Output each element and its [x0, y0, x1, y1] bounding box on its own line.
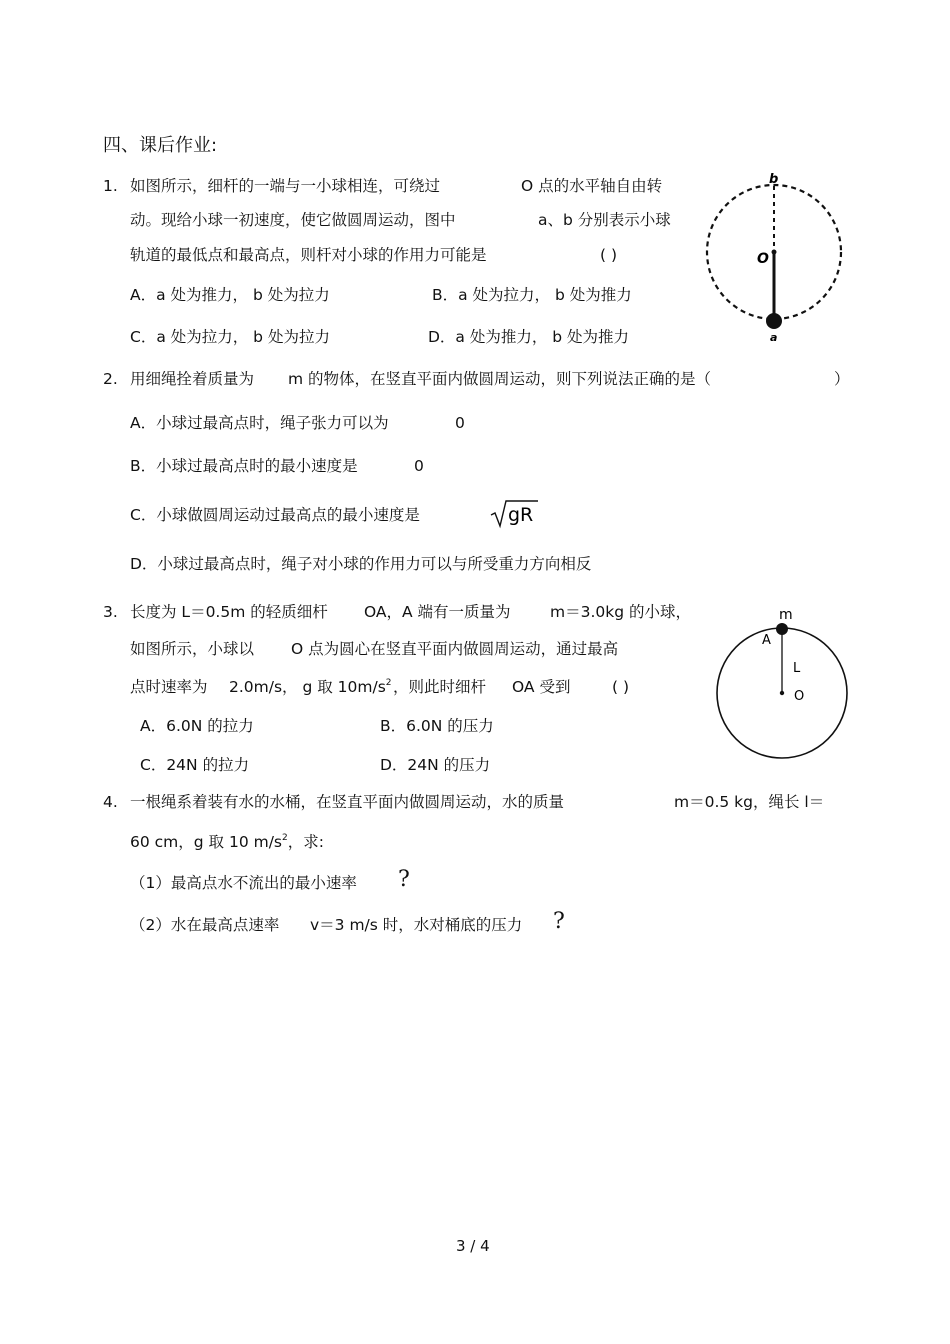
q2-option-b-value: 0 — [414, 457, 424, 475]
q3-line2-part1: 如图所示，小球以 — [130, 640, 255, 658]
q2-option-c: C．小球做圆周运动过最高点的最小速度是 — [130, 506, 420, 524]
q1-number: 1. — [103, 177, 118, 195]
q1-line2-part1: 动。现给小球一初速度，使它做圆周运动，图中 — [130, 211, 456, 229]
q1-line3: 轨道的最低点和最高点，则杆对小球的作用力可能是 — [130, 246, 487, 264]
q2-stem-part2: m 的物体，在竖直平面内做圆周运动，则下列说法正确的是（ — [288, 370, 712, 388]
q3-option-d: D．24N 的压力 — [380, 756, 491, 774]
q3-ball — [776, 623, 788, 635]
q4-sub-question-2-part2: v＝3 m/s 时，水对桶底的压力 — [310, 916, 523, 934]
q3-answer-paren: ( ) — [612, 678, 630, 696]
q1-line1-part2: O 点的水平轴自由转 — [521, 177, 663, 195]
q3-option-b: B．6.0N 的压力 — [380, 717, 494, 735]
q2-stem-close-paren: ） — [834, 370, 850, 388]
q3-label-a: A — [762, 633, 771, 648]
q1-pivot-point — [772, 250, 777, 255]
q2-number: 2. — [103, 370, 118, 388]
q4-line1-part2: m＝0.5 kg，绳长 l＝ — [674, 793, 825, 811]
q1-label-o: O — [757, 251, 769, 267]
q4-length-gravity: 60 cm，g 取 10 m/s — [130, 833, 283, 851]
q3-exponent: 2 — [385, 677, 392, 688]
q4-sub-question-2-part1: （2）水在最高点速率 — [130, 916, 280, 934]
q3-option-c: C．24N 的拉力 — [140, 756, 250, 774]
page-number: 3 / 4 — [456, 1237, 490, 1255]
q3-line3-part1: 点时速率为 — [130, 678, 208, 696]
q4-sub2-question-mark: ? — [553, 909, 565, 934]
q3-line3-part4: OA 受到 — [512, 678, 571, 696]
q2-option-c-value: gR — [508, 504, 534, 526]
q4-ask: ，求: — [287, 833, 324, 851]
q3-line1-part3: m＝3.0kg 的小球， — [550, 603, 691, 621]
sqrt-sign-icon — [490, 498, 550, 530]
q4-sub1-question-mark: ? — [398, 867, 410, 892]
q3-option-a: A．6.0N 的拉力 — [140, 717, 254, 735]
q3-number: 3. — [103, 603, 118, 621]
q3-center-point — [780, 691, 784, 695]
q1-line1-part1: 如图所示，细杆的一端与一小球相连，可绕过 — [130, 177, 441, 195]
q1-label-a: a — [770, 331, 778, 344]
q3-label-o: O — [794, 689, 805, 704]
q2-option-b: B．小球过最高点时的最小速度是 — [130, 457, 358, 475]
q3-line3-part3: ，则此时细杆 — [393, 678, 487, 696]
q4-number: 4. — [103, 793, 118, 811]
q2-option-a: A．小球过最高点时，绳子张力可以为 — [130, 414, 389, 432]
q3-line2-part2: O 点为圆心在竖直平面内做圆周运动，通过最高 — [291, 640, 619, 658]
q1-line2-part2: a、b 分别表示小球 — [538, 211, 671, 229]
q1-option-b: B．a 处为拉力， b 处为推力 — [432, 286, 632, 304]
q1-label-b: b — [769, 172, 779, 187]
q4-sub-question-1: （1）最高点水不流出的最小速率 — [130, 874, 357, 892]
q2-option-a-value: 0 — [455, 414, 465, 432]
q1-option-c: C．a 处为拉力， b 处为拉力 — [130, 328, 330, 346]
q3-line3-part2 — [229, 677, 392, 697]
q1-answer-paren: ( ) — [600, 246, 618, 264]
section-title: 四、课后作业: — [103, 135, 218, 156]
q2-stem-part1: 用细绳拴着质量为 — [130, 370, 255, 388]
q1-option-a: A．a 处为推力， b 处为拉力 — [130, 286, 330, 304]
q3-line1-part1: 长度为 L＝0.5m 的轻质细杆 — [130, 603, 328, 621]
q1-option-d: D．a 处为推力， b 处为推力 — [428, 328, 630, 346]
q4-line2 — [130, 832, 324, 852]
q1-figure — [700, 170, 850, 345]
q3-label-l: L — [793, 661, 801, 676]
q3-label-m: m — [779, 607, 793, 623]
q4-exponent: 2 — [282, 832, 288, 843]
q1-ball — [766, 313, 782, 329]
q3-speed-gravity: 2.0m/s， g 取 10m/s — [229, 678, 386, 696]
q3-line1-part2: OA，A 端有一质量为 — [364, 603, 511, 621]
q4-line1-part1: 一根绳系着装有水的水桶，在竖直平面内做圆周运动，水的质量 — [130, 793, 565, 811]
q2-option-d: D．小球过最高点时，绳子对小球的作用力可以与所受重力方向相反 — [130, 555, 592, 573]
q3-figure — [710, 600, 860, 765]
